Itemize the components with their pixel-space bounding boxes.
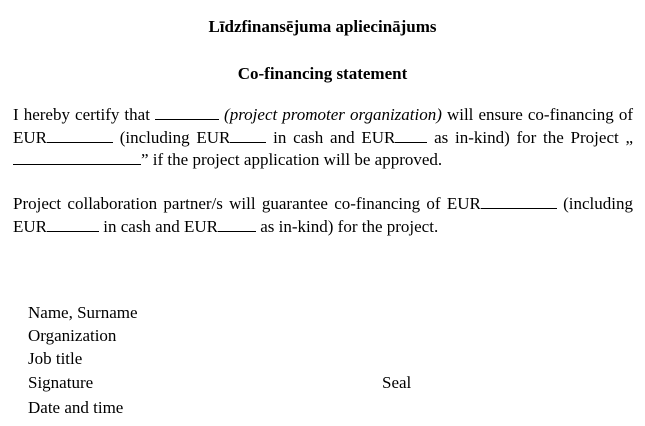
project-name-blank bbox=[13, 150, 141, 165]
para1-text-6: as in-kind) for the Project „ bbox=[427, 127, 633, 147]
para1-italic-note: (project promoter organization) bbox=[218, 105, 442, 124]
partner-paragraph bbox=[13, 193, 633, 238]
signature-label: Signature bbox=[28, 373, 94, 392]
partner-inkind-eur-blank bbox=[218, 217, 256, 232]
cash-eur-blank bbox=[230, 128, 266, 143]
name-surname-label: Name, Surname bbox=[28, 303, 138, 322]
para1-text-4: (including EUR bbox=[113, 127, 231, 147]
partner-cash-eur-blank bbox=[47, 217, 99, 232]
inkind-eur-blank bbox=[395, 128, 427, 143]
organization-label: Organization bbox=[28, 326, 117, 345]
para1-text-3: will ensure co-financing of EUR bbox=[13, 105, 633, 147]
para2-text-3: in cash and EUR bbox=[99, 216, 218, 236]
total-eur-blank bbox=[47, 128, 113, 143]
para1-text-1: I hereby certify that bbox=[13, 105, 155, 124]
date-time-label: Date and time bbox=[28, 398, 124, 417]
para1-text-5: in cash and EUR bbox=[266, 127, 396, 147]
para2-text-2: (including EUR bbox=[13, 194, 633, 236]
para1-text-7: ” if the project application will be approved. bbox=[141, 150, 443, 169]
document-title-latvian: Līdzfinansējuma apliecinājums bbox=[208, 17, 437, 36]
job-title-label: Job title bbox=[28, 349, 83, 368]
organization-blank bbox=[155, 105, 219, 120]
para2-text-1: Project collaboration partner/s will guarantee co-financing of EUR bbox=[13, 194, 481, 213]
document-title-english: Co-financing statement bbox=[237, 64, 408, 83]
partner-total-eur-blank bbox=[481, 194, 557, 209]
seal-label: Seal bbox=[382, 373, 412, 392]
para2-text-4: as in-kind) for the project. bbox=[255, 216, 439, 236]
certification-paragraph bbox=[13, 104, 633, 172]
